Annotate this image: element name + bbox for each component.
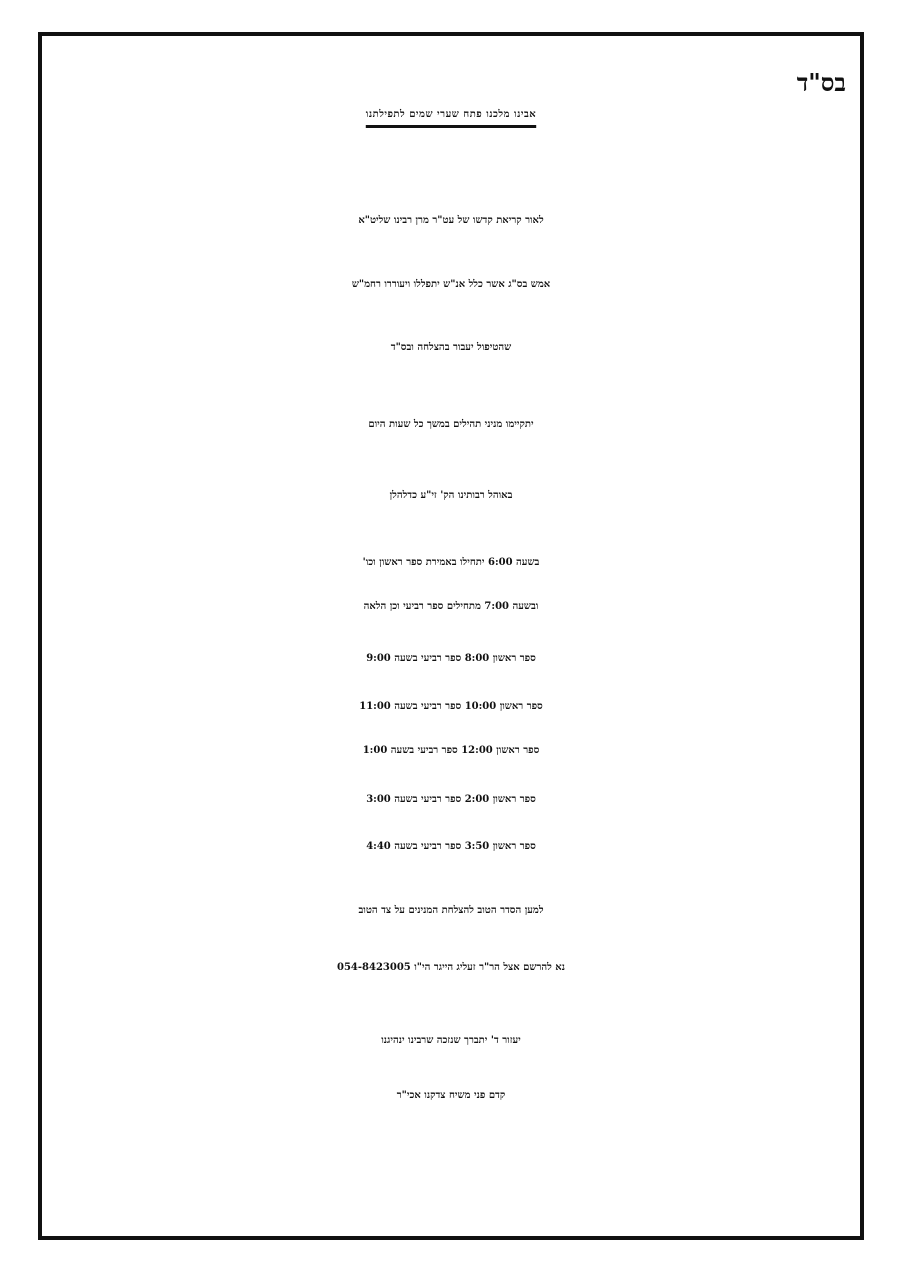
schedule-row: ספר ראשון 12:00 ספר רביעי בשעה 1:00 [362, 745, 540, 756]
schedule-row: ספר ראשון 10:00 ספר רביעי בשעה 11:00 [359, 701, 543, 712]
schedule-intro-2: ובשעה 7:00 מתחילים ספר רביעי וכן הלאה [363, 601, 539, 612]
schedule-intro-1: בשעה 6:00 יתחילו באמירת ספר ראשון וכו' [362, 557, 540, 568]
intro-line-1: לאור קריאת קדשו של עט"ר מרן רבינו שליט"א [358, 215, 544, 226]
closing-line-2: קדם פני משיח צדקנו אכי"ר [396, 1090, 506, 1101]
intro-line-2: אמש בס"ג אשר כלל אנ"ש יתפללו ויעוררו רחמ"ש [351, 279, 551, 290]
bsd-header: בס"ד [796, 68, 846, 97]
contact-line-1: למען הסדר הטוב להצלחת המנינים על צד הטוב [358, 905, 544, 916]
closing-line-1: יעזור ד' יתברך שנזכה שרבינו ינהיגנו [381, 1035, 521, 1046]
flyer-document [42, 36, 860, 1236]
headline-line-2: באוהל רבותינו הק' זי"ע כדלהלן [389, 490, 513, 501]
intro-line-3: שהטיפול יעבור בהצלחה ובס"ד [390, 342, 512, 353]
page-title: אבינו מלכנו פתח שערי שמים לתפילתנו [365, 109, 537, 120]
contact-line-2: נא להרשם אצל הר"ר זעליג הייגר הי"ו 054-8423005 [337, 962, 565, 973]
headline-line-1: יתקיימו מניני תהילים במשך כל שעות היום [368, 419, 534, 430]
schedule-row: ספר ראשון 2:00 ספר רביעי בשעה 3:00 [366, 794, 536, 805]
schedule-row: ספר ראשון 3:50 ספר רביעי בשעה 4:40 [366, 841, 536, 852]
schedule-row: ספר ראשון 8:00 ספר רביעי בשעה 9:00 [366, 653, 536, 664]
